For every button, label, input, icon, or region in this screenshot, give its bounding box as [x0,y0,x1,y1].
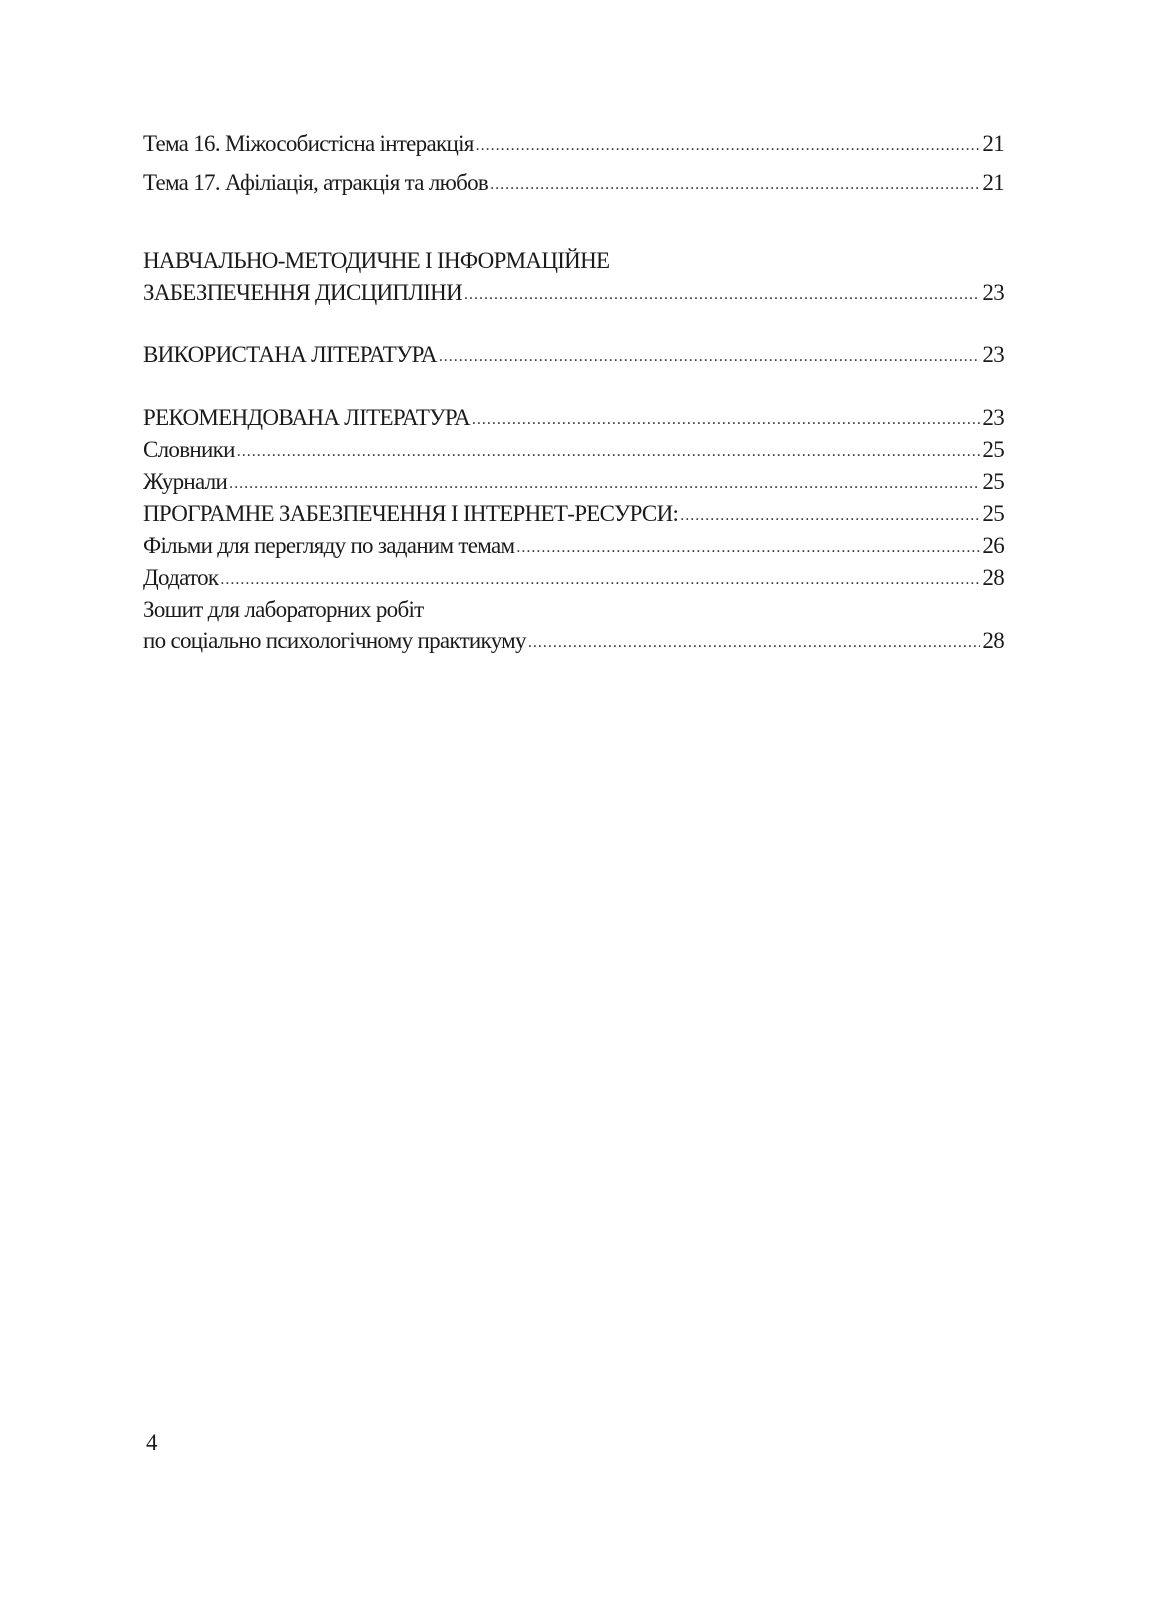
toc-entry-lab-workbook[interactable] [143,625,1004,657]
toc-page: 23 [982,280,1004,305]
dot-leader [528,629,981,657]
toc-title: по соціально психологічному практикуму [143,628,526,653]
toc-page: 28 [982,565,1004,590]
toc-entry-used-literature[interactable] [143,339,1004,371]
toc-title: Тема 17. Афіліація, атракція та любов [143,170,489,195]
toc-entry-topic-17[interactable] [143,167,1004,199]
toc-entry-recommended-literature[interactable] [143,402,1004,434]
toc-title-line1: Зошит для лабораторних робіт [143,597,424,622]
toc-title: Фільми для перегляду по заданим темам [143,533,515,558]
toc-page: 25 [982,437,1004,462]
dot-leader [439,343,981,371]
dot-leader [472,406,981,434]
toc-title: Тема 16. Міжособистісна інтеракція [143,131,474,156]
toc-entry-methodical-support[interactable] [143,277,1004,309]
dot-leader [229,470,980,498]
toc-page: 25 [982,469,1004,494]
toc-page: 23 [982,405,1004,430]
toc-page: 21 [982,131,1004,156]
toc-page: 26 [982,533,1004,558]
toc-title: Додаток [143,565,219,590]
toc-entry-journals[interactable] [143,466,1004,498]
toc-page: 21 [982,170,1004,195]
toc-entry-software-internet[interactable] [143,498,1004,530]
dot-leader [464,281,980,309]
toc-entry-appendix[interactable] [143,562,1004,594]
toc-page: 23 [982,342,1004,367]
toc-page: 25 [982,501,1004,526]
toc-title: РЕКОМЕНДОВАНА ЛІТЕРАТУРА [143,405,470,430]
toc-page: 28 [982,628,1004,653]
toc-title: ВИКОРИСТАНА ЛІТЕРАТУРА [143,342,437,367]
dot-leader [476,132,981,160]
toc-title-line1: НАВЧАЛЬНО-МЕТОДИЧНЕ І ІНФОРМАЦІЙНЕ [143,248,610,273]
dot-leader [490,171,980,199]
toc-title: Словники [143,437,235,462]
toc-entry-films[interactable] [143,530,1004,562]
dot-leader [220,566,980,594]
toc-title: ПРОГРАМНЕ ЗАБЕЗПЕЧЕННЯ І ІНТЕРНЕТ-РЕСУРСИ: [143,501,679,526]
dot-leader [516,534,980,562]
dot-leader [237,438,981,466]
toc-entry-dictionaries[interactable] [143,434,1004,466]
toc-title: Журнали [143,469,228,494]
page-number: 4 [146,1430,158,1455]
dot-leader [680,502,980,530]
toc-title: ЗАБЕЗПЕЧЕННЯ ДИСЦИПЛІНИ [143,280,463,305]
toc-entry-topic-16[interactable] [143,128,1004,160]
